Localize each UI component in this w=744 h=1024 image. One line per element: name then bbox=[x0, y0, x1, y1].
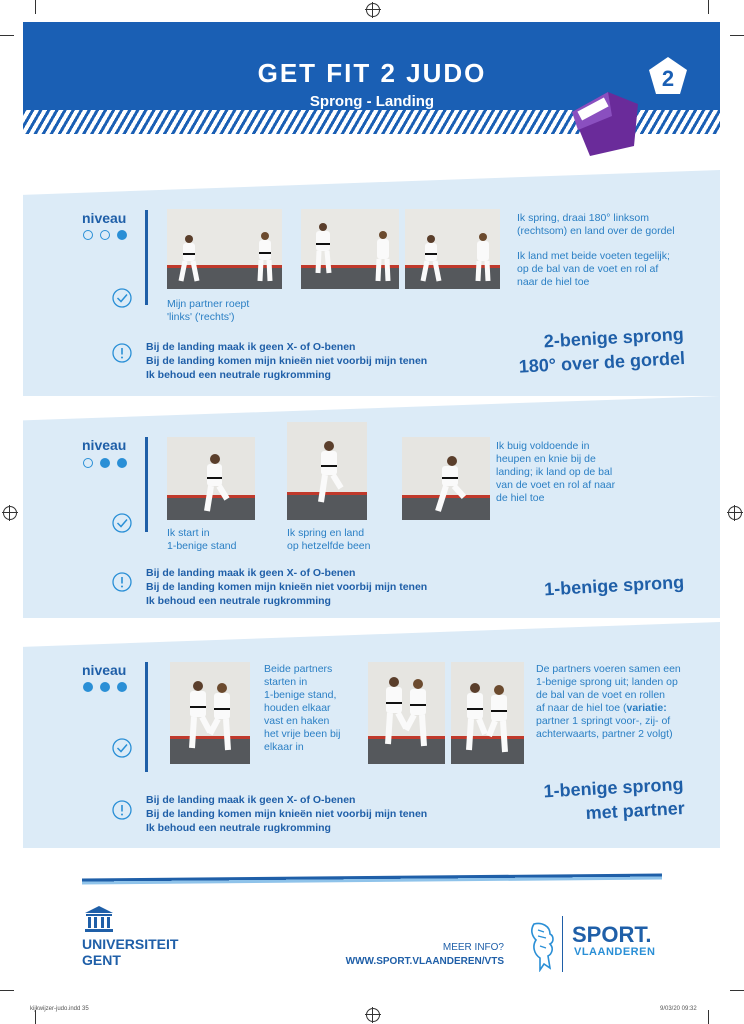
exercise-title bbox=[543, 772, 685, 827]
exercise-title-line: 1-benige sprong bbox=[543, 572, 685, 600]
exercise-title-line: 180° over de gordel bbox=[518, 347, 686, 377]
print-date: 9/03/20 09:32 bbox=[660, 1006, 697, 1012]
crop-mark bbox=[730, 35, 744, 36]
caption-step-3: Ik land met beide voeten tegelijk; op de bal van de voet en rol af naar de hiel toe bbox=[517, 250, 670, 288]
file-name: kijkwijzer-judo.indd 35 bbox=[30, 1006, 89, 1012]
ugent-logo-text bbox=[82, 936, 178, 968]
exclamation-circle-icon bbox=[112, 343, 132, 363]
ugent-line: GENT bbox=[82, 952, 121, 968]
level-dots bbox=[83, 230, 127, 240]
caption-step-2: Ik spring, draai 180° linksom (rechtsom) en land over de gordel bbox=[517, 212, 675, 237]
crop-mark bbox=[0, 35, 14, 36]
crop-mark bbox=[35, 1010, 36, 1024]
rules-list bbox=[146, 340, 427, 382]
level-dot-empty bbox=[83, 458, 93, 468]
exercise-title-line: 2-benige sprong bbox=[543, 324, 684, 352]
vlaanderen-logo-text: VLAANDEREN bbox=[574, 946, 656, 958]
rule-3: Ik behoud een neutrale rugkromming bbox=[146, 595, 331, 607]
registration-mark bbox=[366, 3, 380, 17]
level-dot-empty bbox=[83, 230, 93, 240]
more-info bbox=[346, 941, 504, 969]
caption-variation-label: variatie: bbox=[626, 702, 667, 714]
photo-partners-start bbox=[170, 662, 250, 764]
photo-start-stance bbox=[167, 437, 255, 520]
logo-separator bbox=[562, 916, 563, 972]
level-dots bbox=[83, 682, 127, 692]
flemish-lion-icon bbox=[528, 920, 558, 972]
rule-1: Bij de landing maak ik geen X- of O-benen bbox=[146, 567, 356, 579]
photo-partners-land bbox=[451, 662, 524, 764]
registration-mark bbox=[728, 506, 742, 520]
caption-step-2: Ik spring en land op hetzelfde been bbox=[287, 527, 371, 552]
rule-1: Bij de landing maak ik geen X- of O-benen bbox=[146, 794, 356, 806]
level-dot-full bbox=[100, 682, 110, 692]
exclamation-circle-icon bbox=[112, 800, 132, 820]
level-dot-full bbox=[83, 682, 93, 692]
crop-mark bbox=[35, 0, 36, 14]
registration-mark bbox=[3, 506, 17, 520]
check-circle-icon bbox=[112, 513, 132, 533]
caption-step-1: Beide partners starten in 1-benige stand, houden elkaar vast en haken het vrije been bij elkaar in bbox=[264, 663, 341, 753]
section-divider-bar bbox=[145, 662, 148, 772]
exercise-title-line: met partner bbox=[585, 797, 686, 824]
footer-divider bbox=[82, 873, 662, 884]
rule-2: Bij de landing komen mijn knieën niet voorbij mijn tenen bbox=[146, 581, 428, 593]
level-badge-icon bbox=[647, 55, 689, 97]
box-graphic-icon bbox=[568, 86, 646, 160]
level-dot-empty bbox=[100, 230, 110, 240]
niveau-label: niveau bbox=[82, 210, 127, 226]
caption-step-2 bbox=[536, 663, 681, 741]
caption-step-3: Ik buig voldoende in heupen en knie bij de landing; ik land op de bal van de voet en rol af naar de hiel toe bbox=[496, 440, 616, 504]
exercise-title bbox=[517, 322, 686, 379]
level-dot-full bbox=[100, 458, 110, 468]
level-dot-full bbox=[117, 458, 127, 468]
photo-land-roll bbox=[402, 437, 490, 520]
caption-step-1: Ik start in 1-benige stand bbox=[167, 527, 237, 552]
exercise-title-line: 1-benige sprong bbox=[543, 774, 684, 802]
crop-mark bbox=[708, 0, 709, 14]
photo-partner-calls bbox=[167, 209, 282, 289]
photo-land-belt bbox=[405, 209, 500, 289]
photo-partners-jump bbox=[368, 662, 445, 764]
crop-mark bbox=[0, 990, 14, 991]
photo-jump-land bbox=[287, 422, 367, 520]
rule-2: Bij de landing komen mijn knieën niet voorbij mijn tenen bbox=[146, 808, 428, 820]
rule-3: Ik behoud een neutrale rugkromming bbox=[146, 822, 331, 834]
page-title: GET FIT 2 JUDO bbox=[257, 58, 487, 88]
page-subtitle: Sprong - Landing bbox=[309, 93, 435, 110]
exclamation-circle-icon bbox=[112, 572, 132, 592]
section-divider-bar bbox=[145, 437, 148, 532]
more-info-url[interactable]: WWW.SPORT.VLAANDEREN/VTS bbox=[345, 956, 504, 967]
caption-step-1: Mijn partner roept 'links' ('rechts') bbox=[167, 298, 250, 323]
niveau-label: niveau bbox=[82, 437, 127, 453]
rule-3: Ik behoud een neutrale rugkromming bbox=[146, 369, 331, 381]
rule-2: Bij de landing komen mijn knieën niet voorbij mijn tenen bbox=[146, 355, 428, 367]
check-circle-icon bbox=[112, 288, 132, 308]
crop-mark bbox=[708, 1010, 709, 1024]
crop-mark bbox=[730, 990, 744, 991]
rules-list bbox=[146, 793, 427, 835]
ugent-line: UNIVERSITEIT bbox=[82, 936, 179, 952]
level-dot-full bbox=[117, 682, 127, 692]
check-circle-icon bbox=[112, 738, 132, 758]
caption-step-2-text: De partners voeren samen een 1-benige sprong uit; landen op de bal van de voet en rollen af naar de hiel toe ( bbox=[536, 663, 681, 714]
level-dot-full bbox=[117, 230, 127, 240]
level-badge-number: 2 bbox=[661, 66, 675, 91]
caption-step-2-text: partner 1 springt voor-, zij- of achterwaarts, partner 2 volgt) bbox=[536, 715, 673, 740]
registration-mark bbox=[366, 1008, 380, 1022]
niveau-label: niveau bbox=[82, 662, 127, 678]
rules-list bbox=[146, 566, 427, 608]
rule-1: Bij de landing maak ik geen X- of O-benen bbox=[146, 341, 356, 353]
level-dots bbox=[83, 458, 127, 468]
university-building-icon bbox=[84, 905, 114, 933]
section-divider-bar bbox=[145, 210, 148, 305]
photo-jump-turn bbox=[301, 209, 399, 289]
more-info-label: MEER INFO? bbox=[442, 942, 504, 953]
sport-logo-text: SPORT. bbox=[572, 922, 652, 947]
